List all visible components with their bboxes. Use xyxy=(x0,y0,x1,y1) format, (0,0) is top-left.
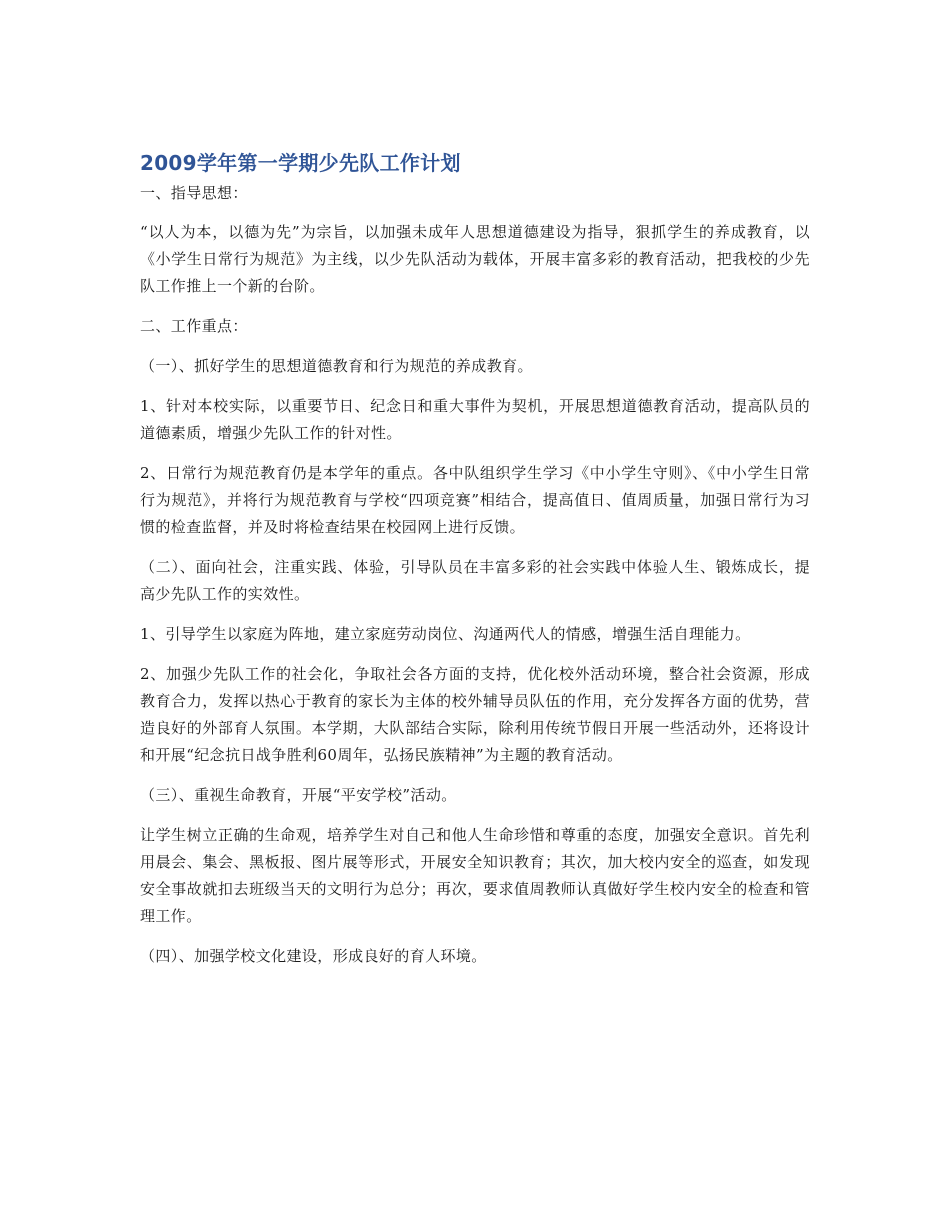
paragraph-1-1: 1、针对本校实际，以重要节日、纪念日和重大事件为契机，开展思想道德教育活动，提高队员的道德素质，增强少先队工作的针对性。 xyxy=(140,397,810,442)
section-heading-guiding-ideology: 一、指导思想： xyxy=(140,184,248,202)
subsection-heading-2: （二）、面向社会，注重实践、体验，引导队员在丰富多彩的社会实践中体验人生、锻炼成长，提高少先队工作的实效性。 xyxy=(140,558,810,603)
document-page xyxy=(140,148,810,983)
paragraph-2-1: 1、引导学生以家庭为阵地，建立家庭劳动岗位、沟通两代人的情感，增强生活自理能力。 xyxy=(140,625,751,643)
subsection-heading-3: （三）、重视生命教育，开展“平安学校”活动。 xyxy=(140,786,457,804)
subsection-heading-1: （一）、抓好学生的思想道德教育和行为规范的养成教育。 xyxy=(140,357,533,375)
document-title: 2009学年第一学期少先队工作计划 xyxy=(140,151,461,175)
subsection-heading-4: （四）、加强学校文化建设，形成良好的育人环境。 xyxy=(140,947,487,965)
paragraph-1-2: 2、日常行为规范教育仍是本学年的重点。各中队组织学生学习《中小学生守则》、《中小学生日常行为规范》，并将行为规范教育与学校“四项竞赛”相结合，提高值日、值周质量，加强日常行为习惯的检查监督，并及时将检查结果在校园网上进行反馈。 xyxy=(140,464,810,536)
section-heading-work-focus: 二、工作重点： xyxy=(140,317,248,335)
paragraph-2-2: 2、加强少先队工作的社会化，争取社会各方面的支持，优化校外活动环境，整合社会资源，形成教育合力，发挥以热心于教育的家长为主体的校外辅导员队伍的作用，充分发挥各方面的优势，营造良好的外部育人氛围。本学期，大队部结合实际，除利用传统节假日开展一些活动外，还将设计和开展“纪念抗日战争胜利60周年，弘扬民族精神”为主题的教育活动。 xyxy=(140,665,810,764)
paragraph-3: 让学生树立正确的生命观，培养学生对自己和他人生命珍惜和尊重的态度，加强安全意识。首先利用晨会、集会、黑板报、图片展等形式，开展安全知识教育；其次，加大校内安全的巡查，如发现安全事故就扣去班级当天的文明行为总分；再次，要求值周教师认真做好学生校内安全的检查和管理工作。 xyxy=(140,826,810,925)
paragraph-guiding-ideology: “以人为本，以德为先”为宗旨，以加强未成年人思想道德建设为指导，狠抓学生的养成教育，以《小学生日常行为规范》为主线，以少先队活动为载体，开展丰富多彩的教育活动，把我校的少先队工作推上一个新的台阶。 xyxy=(140,223,810,295)
